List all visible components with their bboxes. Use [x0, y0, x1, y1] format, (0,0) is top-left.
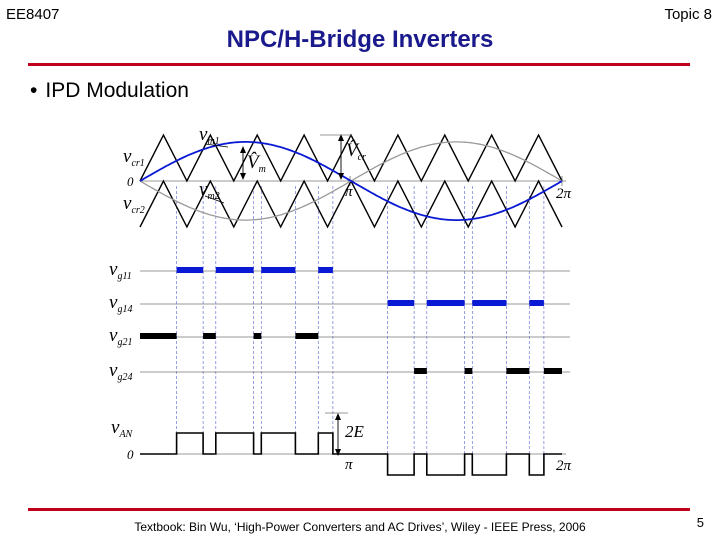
- bullet-dot: •: [30, 79, 38, 102]
- vg14-pulse: [472, 300, 506, 306]
- vg24-pulse: [506, 368, 529, 374]
- bullet-text: IPD Modulation: [45, 79, 189, 102]
- vg11-pulse: [177, 267, 204, 273]
- label-zero-carrier: 0: [127, 174, 134, 189]
- vg11-pulse: [216, 267, 254, 273]
- vg14-pulse: [388, 300, 415, 306]
- vg21-pulse: [203, 333, 216, 339]
- label-pi-van: π: [345, 457, 353, 473]
- footer-citation: Textbook: Bin Wu, ‘High-Power Converters and AC Drives’, Wiley - IEEE Press, 2006: [134, 520, 586, 534]
- vg11-pulse: [318, 267, 333, 273]
- label-vg11: $v_{g11}$: [109, 259, 132, 282]
- vg21-pulse: [140, 333, 177, 339]
- label-zero-van: 0: [127, 447, 134, 462]
- page-number: 5: [696, 515, 704, 530]
- footer-rule: [28, 508, 690, 511]
- vg21-pulse: [295, 333, 318, 339]
- label-vm1: $v_{m1}$: [199, 124, 220, 147]
- label-dc-level: 2E: [345, 422, 364, 441]
- label-two-pi-van: 2π: [556, 458, 572, 474]
- label-vcr-hat: $V̂_{cr}$: [346, 140, 366, 163]
- dc-level-arrowhead-top: [335, 413, 341, 420]
- vg24-pulse: [465, 368, 473, 374]
- slide-title: NPC/H-Bridge Inverters: [226, 26, 494, 53]
- label-vm2: $v_{m2}$: [199, 179, 220, 202]
- vm-hat-arrowhead-top: [240, 146, 246, 153]
- vm-hat-arrowhead-bottom: [240, 173, 246, 180]
- label-two-pi-carrier: 2π: [556, 186, 572, 202]
- vg14-pulse: [529, 300, 544, 306]
- label-pi-carrier: π: [345, 184, 353, 200]
- switching-grid-lines: [177, 186, 544, 455]
- vg14-pulse: [427, 300, 465, 306]
- label-vcr2: $v_{cr2}$: [123, 193, 145, 216]
- topic-label: Topic 8: [664, 6, 712, 23]
- label-vm-hat: $V̂_m$: [247, 152, 266, 175]
- vg11-pulse: [261, 267, 295, 273]
- vg24-pulse: [414, 368, 427, 374]
- dc-level-arrowhead-bottom: [335, 449, 341, 456]
- course-code: EE8407: [6, 6, 60, 23]
- label-vg21: $v_{g21}$: [109, 325, 133, 348]
- label-vg14: $v_{g14}$: [109, 292, 133, 315]
- label-van: $v_{AN}$: [111, 417, 133, 440]
- label-vcr1: $v_{cr1}$: [123, 146, 145, 169]
- label-vg24: $v_{g24}$: [109, 360, 133, 383]
- vg24-pulse: [544, 368, 562, 374]
- vg21-pulse: [254, 333, 262, 339]
- axes: [140, 176, 570, 454]
- annotations: [205, 134, 352, 456]
